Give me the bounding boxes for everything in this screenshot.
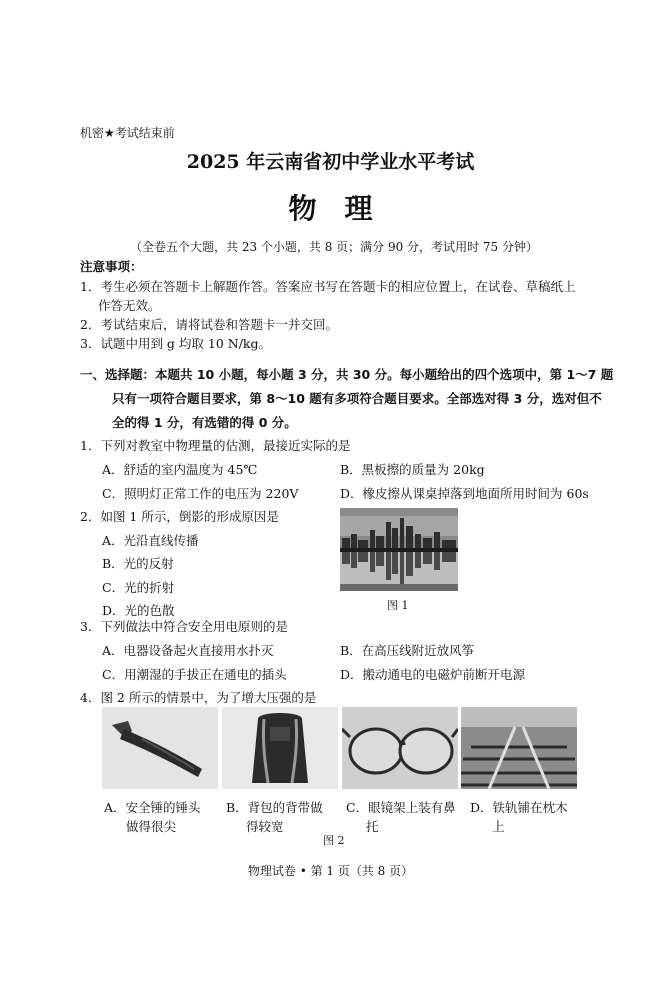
figure-2-railway-photo (461, 707, 577, 789)
q4-option-c-line2: 托 (366, 819, 379, 834)
q3-stem: 3．下列做法中符合安全用电原则的是 (80, 619, 288, 634)
q2-option-a: A．光沿直线传播 (102, 533, 199, 548)
exam-title: 2025 年云南省初中学业水平考试 (186, 151, 475, 173)
q1-option-c: C．照明灯正常工作的电压为 220V (102, 486, 299, 501)
note-1: 1．考生必须在答题卡上解题作答。答案应书写在答题卡的相应位置上，在试卷、草稿纸上 (80, 279, 576, 294)
page-footer: 物理试卷 • 第 1 页（共 8 页） (247, 864, 414, 878)
q2-option-b: B．光的反射 (102, 556, 174, 571)
q4-option-b-line1: B．背包的背带做 (226, 800, 323, 815)
figure-2-glasses-photo (342, 707, 458, 789)
q4-stem: 4．图 2 所示的情景中，为了增大压强的是 (80, 690, 317, 705)
figure-2-backpack-photo (222, 707, 338, 789)
section-1-intro: 一、选择题：本题共 10 小题，每小题 3 分，共 30 分。每小题给出的四个选项中，第 1～7 题 (80, 367, 614, 382)
notes-heading: 注意事项： (80, 259, 143, 274)
q3-option-b: B．在高压线附近放风筝 (340, 643, 475, 658)
note-1-cont: 作答无效。 (98, 298, 161, 313)
confidential-mark: 机密★考试结束前 (80, 126, 175, 140)
q1-option-a: A．舒适的室内温度为 45℃ (102, 462, 258, 477)
figure-2-safety-hammer-photo (102, 707, 218, 789)
q2-option-c: C．光的折射 (102, 580, 175, 595)
exam-info: （全卷五个大题，共 23 个小题，共 8 页；满分 90 分，考试用时 75 分钟） (130, 240, 538, 254)
q4-option-d-line2: 上 (492, 819, 505, 834)
figure-1-caption: 图 1 (387, 599, 409, 612)
q3-option-a: A．电器设备起火直接用水扑灭 (102, 643, 274, 658)
section-1-intro-3: 全的得 1 分，有选错的得 0 分。 (112, 415, 297, 430)
q4-option-a-line1: A．安全锤的锤头 (104, 800, 201, 815)
subject-title: 物理 (288, 192, 401, 225)
figure-1-reflection-photo (340, 508, 458, 591)
q1-option-b: B．黑板擦的质量为 20kg (340, 462, 485, 477)
q3-option-d: D．搬动通电的电磁炉前断开电源 (340, 667, 526, 682)
q1-stem: 1．下列对教室中物理量的估测，最接近实际的是 (80, 438, 351, 453)
q3-option-c: C．用潮湿的手拔正在通电的插头 (102, 667, 287, 682)
q4-option-a-line2: 做得很尖 (126, 819, 177, 834)
figure-2-caption: 图 2 (323, 834, 345, 847)
section-1-intro-2: 只有一项符合题目要求，第 8～10 题有多项符合题目要求。全部选对得 3 分，选对但不 (112, 391, 602, 406)
q2-stem: 2．如图 1 所示，倒影的形成原因是 (80, 509, 279, 524)
q4-option-c-line1: C．眼镜架上装有鼻 (346, 800, 456, 815)
q2-option-d: D．光的色散 (102, 603, 175, 618)
q1-option-d: D．橡皮擦从课桌掉落到地面所用时间为 60s (340, 486, 589, 501)
q4-option-b-line2: 得较宽 (246, 819, 284, 834)
note-2: 2．考试结束后，请将试卷和答题卡一并交回。 (80, 317, 338, 332)
note-3: 3．试题中用到 g 均取 10 N/kg。 (80, 336, 271, 351)
q4-option-d-line1: D．铁轨铺在枕木 (470, 800, 568, 815)
